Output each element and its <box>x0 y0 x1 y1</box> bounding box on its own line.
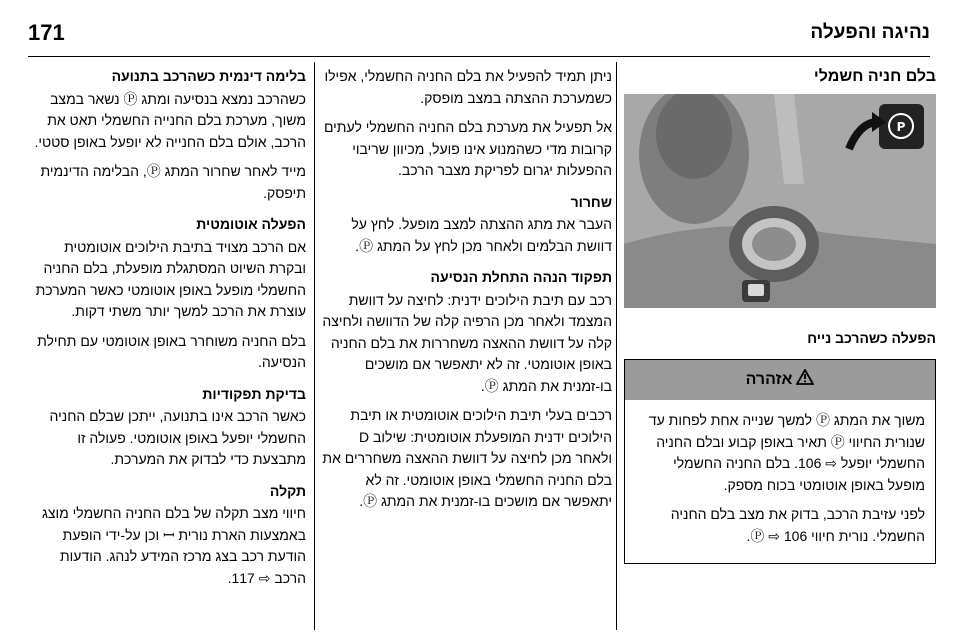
page-number: 171 <box>28 20 65 45</box>
paragraph: בלם החניה משוחרר באופן אוטומטי עם תחילת הנסיעה. <box>37 332 306 370</box>
function-check-heading: בדיקת תפקודיות <box>202 385 306 402</box>
paragraph: כאשר הרכב אינו בתנועה, ייתכן שבלם החניה החשמלי יופעל באופן אוטומטי. פעולה זו מתבצעת כדי לבדוק את המערכת. <box>49 408 306 467</box>
paragraph: חיווי מצב תקלה של בלם החניה החשמלי מוצג באמצעות הארת נורית ꟷ וכן על-ידי הופעת הודעת רכב בצג מרכז המידע לנהג. הודעות הרכב ⇨ 117. <box>41 505 306 586</box>
drive-away-heading: תפקוד הנהה התחלת הנסיעה <box>430 269 612 285</box>
header-divider <box>28 56 930 57</box>
right-column <box>624 66 936 564</box>
paragraph: כשהרכב נמצא בנסיעה ומתג Ⓟ נשאר במצב משוך, מערכת בלם החנייה החשמלי תאט את הרכב, אולם בלם החנייה לא יופעל באופן סטטי. <box>34 90 306 150</box>
subsection-heading: הפעלה כשהרכב נייח <box>807 329 936 346</box>
dynamic-braking-heading: בלימה דינמית כשהרכב בתנועה <box>111 68 306 84</box>
column-divider-left <box>314 62 315 630</box>
warning-body <box>625 400 935 563</box>
warning-icon <box>796 369 814 392</box>
paragraph: מייד לאחר שחרור המתג Ⓟ, הבלימה הדינמית תיפסק. <box>40 163 306 201</box>
parking-brake-switch-photo <box>624 94 936 308</box>
middle-column <box>322 66 612 521</box>
svg-text:P: P <box>896 119 906 134</box>
section-title: נהיגה והפעלה <box>810 22 930 43</box>
section-heading: בלם חניה חשמלי <box>813 68 936 85</box>
left-column <box>28 66 306 597</box>
warning-box <box>624 359 936 564</box>
paragraph: רכבים בעלי תיבת הילוכים אוטומטית או תיבת הילוכים ידנית המופעלת אוטומטית: שילוב D ולאחר מכן לחיצה על דוושת ההאצה משחררים את בלם החניה החשמלי באופן אוטומטי. זה לא יתאפשר אם מושכים בו-זמנית את המתג Ⓟ. <box>322 407 612 509</box>
paragraph: אל תפעיל את מערכת בלם החניה החשמלי לעתים קרובות מדי כשהמנוע אינו פועל, מכיוון שריבוי ההפעלות יגרום לפריקת מצבר הרכב. <box>323 119 612 178</box>
column-divider-right <box>616 62 617 630</box>
warning-paragraph: משוך את המתג Ⓟ למשך שנייה אחת לפחות עד שנורית החיווי Ⓟ תאיר באופן קבוע ובלם החניה החשמלי יופעל ⇨ 106. בלם החניה החשמלי מופעל באופן אוטומטי בכוח מספק. <box>648 412 925 493</box>
paragraph: אם הרכב מצויד בתיבת הילוכים אוטומטית ובקרת השיוט המסתגלת מופעלת, בלם החניה החשמלי מופעל באופן אוטומטי כאשר המערכת עוצרת את הרכב למשך יותר משתי דקות. <box>35 238 306 319</box>
release-heading: שחרור <box>570 193 612 210</box>
warning-paragraph: לפני עזיבת הרכב, בדוק את מצב בלם החניה החשמלי. נורית חיווי Ⓟ ⇨ 106. <box>670 506 925 544</box>
automatic-operation-heading: הפעלה אוטומטית <box>196 216 306 232</box>
paragraph: רכב עם תיבת הילוכים ידנית: לחיצה על דוושת המצמד ולאחר מכן הרפיה קלה של הדוושה ולחיצה קלה על דוושת ההאצה משחררות את בלם החניה באופן אוטומטי. זה לא יתאפשר אם מושכים בו-זמנית את המתג Ⓟ. <box>322 291 612 394</box>
paragraph: ניתן תמיד להפעיל את בלם החניה החשמלי, אפילו כשמערכת ההצתה במצב מופסק. <box>324 68 612 106</box>
fault-heading: תקלה <box>269 482 306 499</box>
page-header <box>28 16 930 50</box>
paragraph: העבר את מתג ההצתה למצב מופעל. לחץ על דוושת הבלמים ולאחר מכן לחץ על המתג Ⓟ. <box>351 216 612 254</box>
warning-title: אזהרה <box>745 371 793 389</box>
warning-header <box>625 360 935 400</box>
photo-illustration <box>624 94 936 308</box>
